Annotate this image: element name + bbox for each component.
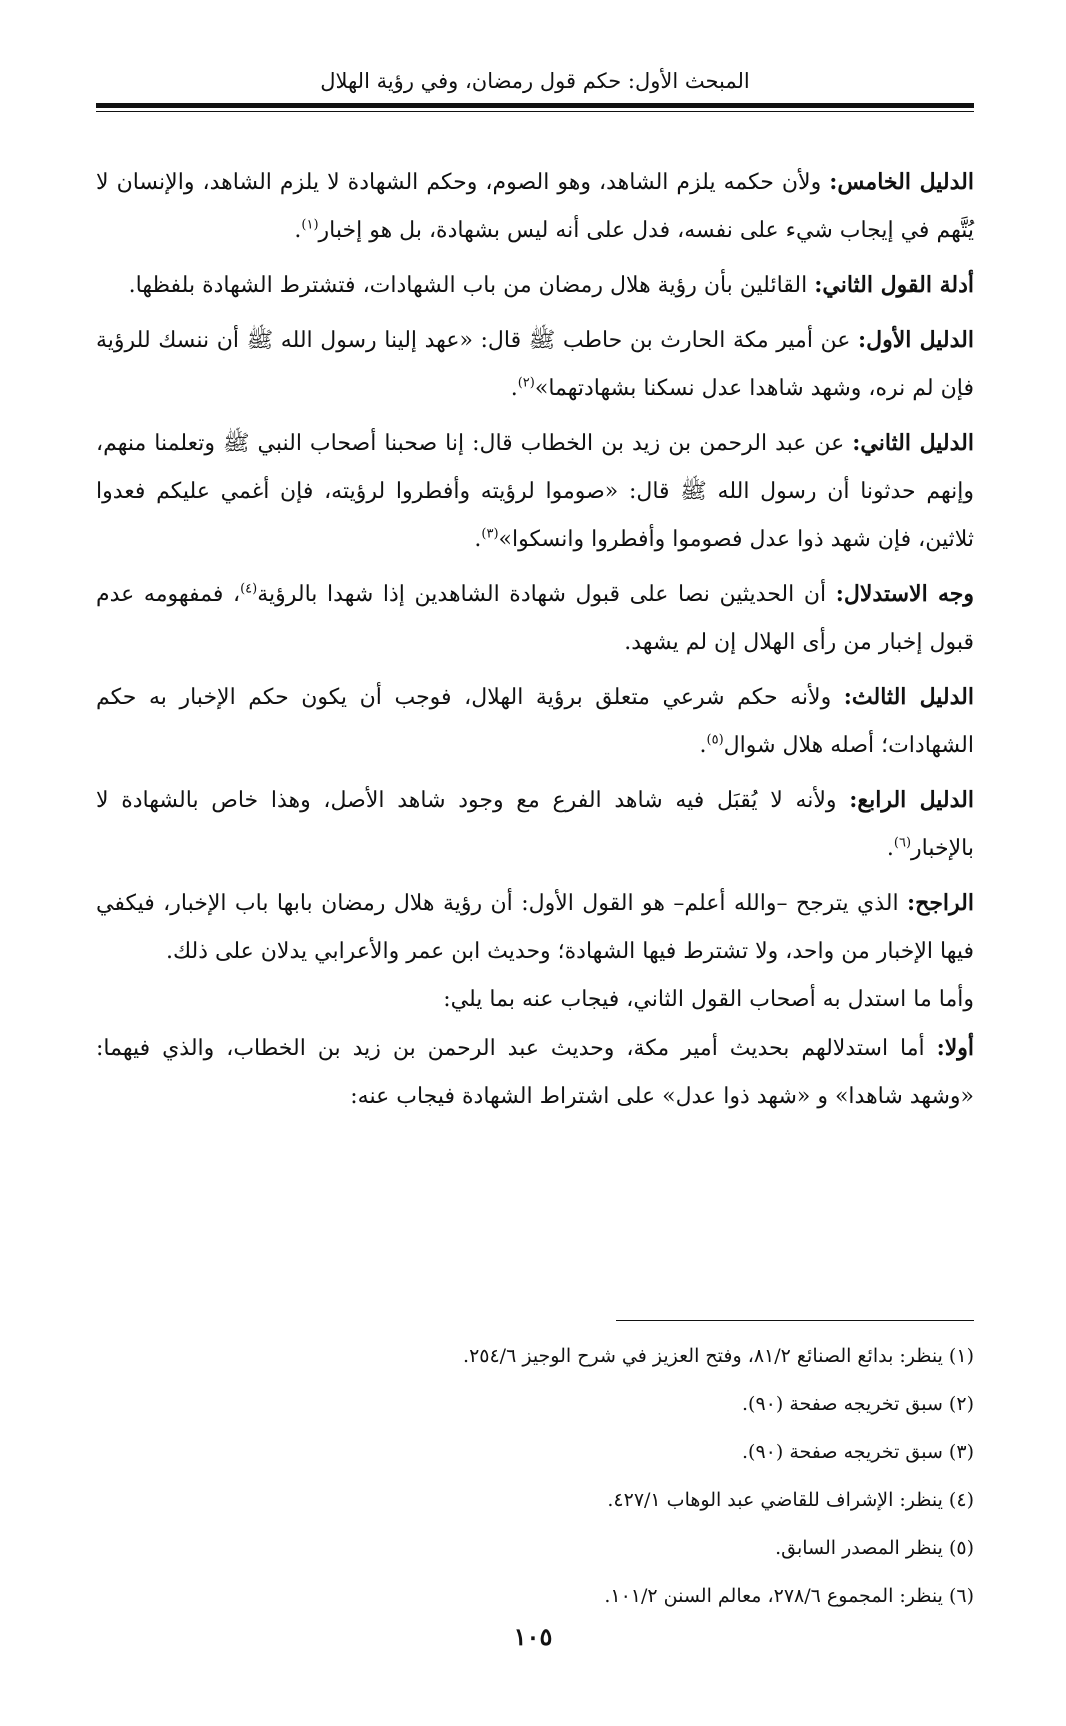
paragraph-term: وجه الاستدلال:	[835, 581, 974, 607]
paragraph-end: .	[510, 376, 518, 401]
paragraph-term: أدلة القول الثاني:	[814, 272, 974, 298]
header-rule-thick	[96, 103, 974, 108]
paragraph-term: الدليل الأول:	[857, 327, 974, 353]
paragraph-third-evidence	[96, 673, 974, 770]
footnotes	[96, 1332, 974, 1620]
paragraph-first-response	[96, 1024, 974, 1121]
footnote-item: (٣) سبق تخريجه صفحة (٩٠).	[742, 1441, 974, 1463]
footnote-separator	[616, 1320, 974, 1321]
paragraph-term: الدليل الرابع:	[849, 787, 974, 813]
paragraph-text: ولأنه حكم شرعي متعلق برؤية الهلال، فوجب أن يكون حكم الإخبار به حكم الشهادات؛ أصله هلال شوال	[96, 685, 974, 758]
footnote-ref-2[interactable]: (٢)	[517, 375, 535, 391]
paragraph-text: أما استدلالهم بحديث أمير مكة، وحديث عبد الرحمن بن زيد بن الخطاب، والذي فيهما: «وشهد شاهدا» و «شهد ذوا عدل» على اشتراط الشهادة فيجاب عنه:	[96, 1036, 974, 1109]
footnote-item: (١) ينظر: بدائع الصنائع ٨١/٢، وفتح العزيز في شرح الوجيز ٢٥٤/٦.	[463, 1345, 974, 1367]
running-header: المبحث الأول: حكم قول رمضان، وفي رؤية الهلال	[320, 69, 750, 93]
paragraph-term: الدليل الخامس:	[829, 169, 974, 195]
footnote-item: (٥) ينظر المصدر السابق.	[775, 1537, 974, 1559]
footnote-ref-6[interactable]: (٦)	[893, 835, 912, 851]
footnote-ref-3[interactable]: (٣)	[481, 526, 499, 542]
paragraph-preferred-view	[96, 879, 974, 976]
paragraph-text: ولأنه لا يُقبَل فيه شاهد الفرع مع وجود شاهد الأصل، وهذا خاص بالشهادة لا بالإخبار	[96, 788, 974, 861]
paragraph-end: .	[474, 527, 482, 552]
paragraph-text: القائلين بأن رؤية هلال رمضان من باب الشهادات، فتشترط الشهادة بلفظها.	[128, 273, 815, 298]
footnote-item: (٢) سبق تخريجه صفحة (٩٠).	[742, 1393, 974, 1415]
paragraph-fifth-evidence	[96, 158, 974, 255]
paragraph-second-opinion-evidence	[96, 261, 974, 310]
paragraph-text: عن أمير مكة الحارث بن حاطب ﷺ قال: «عهد إلينا رسول الله ﷺ أن ننسك للرؤية فإن لم نره، وشهد شاهدا عدل نسكنا بشهادتهما»	[96, 328, 974, 401]
footnote-item: (٤) ينظر: الإشراف للقاضي عبد الوهاب ٤٢٧/١.	[607, 1489, 974, 1511]
paragraph-end: .	[886, 836, 894, 861]
paragraph-text: الذي يترجح –والله أعلم– هو القول الأول: أن رؤية هلال رمضان بابها باب الإخبار، فيكفي فيها الإخبار من واحد، ولا تشترط فيها الشهادة؛ وحديث ابن عمر والأعرابي يدلان على ذلك.	[96, 891, 974, 964]
paragraph-term: الدليل الثاني:	[852, 430, 974, 456]
paragraph-end: .	[294, 218, 302, 243]
footnote-item: (٦) ينظر: المجموع ٢٧٨/٦، معالم السنن ١٠١/٢.	[604, 1585, 974, 1607]
paragraph-second-evidence	[96, 419, 974, 564]
footnote-ref-1[interactable]: (١)	[301, 217, 319, 233]
paragraph-first-evidence	[96, 316, 974, 413]
footnote-ref-4[interactable]: (٤)	[240, 581, 258, 597]
paragraph-term: الدليل الثالث:	[843, 684, 974, 710]
paragraph-term: أولا:	[936, 1035, 974, 1061]
paragraph-text: ولأن حكمه يلزم الشاهد، وهو الصوم، وحكم الشهادة لا يلزم الشاهد، والإنسان لا يُتَّهم في إيجاب شيء على نفسه، فدل على أنه ليس بشهادة، بل هو إخبار	[96, 170, 974, 243]
paragraph-end: ، فمفهومه عدم قبول إخبار من رأى الهلال إن لم يشهد.	[96, 582, 974, 655]
paragraph-end: .	[699, 733, 707, 758]
paragraph-term: الراجح:	[907, 890, 974, 916]
paragraph-fourth-evidence	[96, 776, 974, 873]
body-text	[96, 158, 974, 1121]
paragraph-text: عن عبد الرحمن بن زيد بن الخطاب قال: إنا صحبنا أصحاب النبي ﷺ وتعلمنا منهم، وإنهم حدثونا أن رسول الله ﷺ قال: «صوموا لرؤيته وأفطروا لرؤيته، فإن أغمي عليكم فعدوا ثلاثين، فإن شهد ذوا عدل فصوموا وأفطروا وانسكوا»	[96, 431, 974, 552]
paragraph-inference	[96, 570, 974, 667]
header-rule-thin	[96, 111, 974, 112]
paragraph-text: أن الحديثين نصا على قبول شهادة الشاهدين إذا شهدا بالرؤية	[257, 582, 836, 607]
paragraph-text: وأما ما استدل به أصحاب القول الثاني، فيجاب عنه بما يلي:	[443, 987, 974, 1012]
footnote-ref-5[interactable]: (٥)	[706, 732, 724, 748]
page-number: ١٠٥	[513, 1622, 553, 1651]
paragraph-response-intro	[96, 976, 974, 1024]
